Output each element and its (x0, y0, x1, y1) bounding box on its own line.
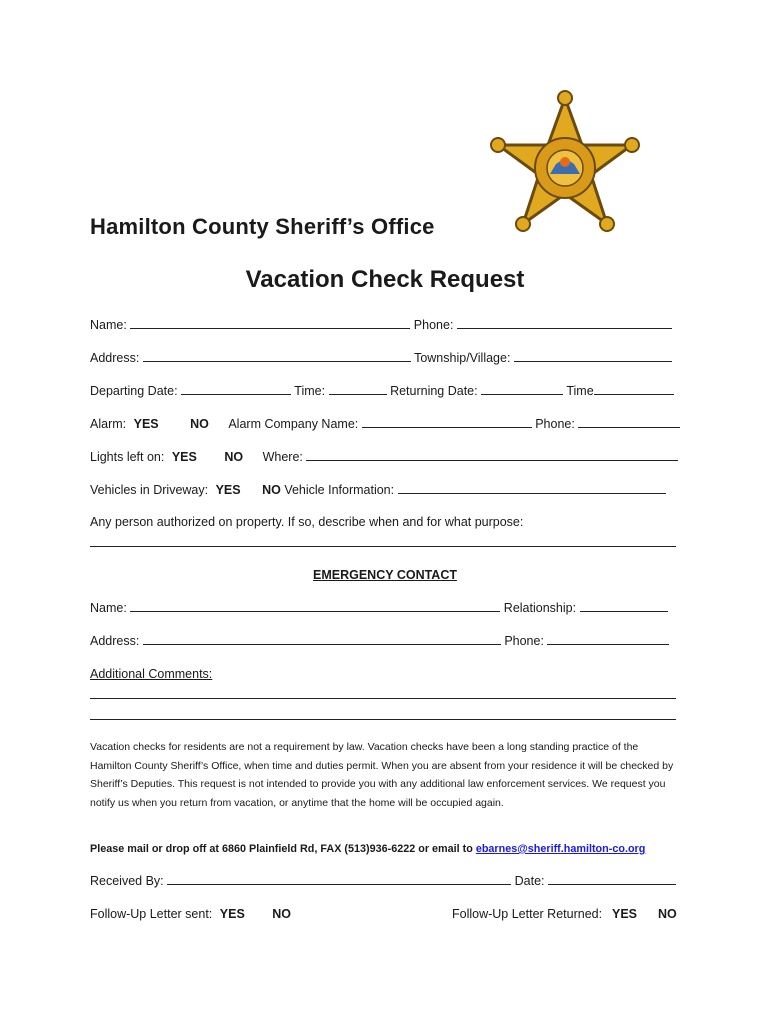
emergency-address-label: Address: (90, 634, 140, 648)
lights-no[interactable]: NO (224, 450, 244, 464)
phone-label: Phone: (413, 318, 454, 332)
time-label: Time: (294, 384, 326, 398)
alarm-row (90, 417, 680, 431)
vehicles-no[interactable]: NO (262, 483, 281, 497)
emergency-name-label: Name: (90, 601, 127, 615)
vehicle-info-field[interactable] (398, 483, 666, 494)
where-field[interactable] (306, 450, 678, 461)
received-label: Received By: (90, 874, 164, 888)
alarm-no[interactable]: NO (190, 417, 209, 431)
vehicles-yes[interactable]: YES (215, 483, 241, 497)
comments-label: Additional Comments: (90, 667, 213, 681)
emergency-address-row (90, 634, 680, 648)
followup-returned-label: Follow-Up Letter Returned: (452, 907, 603, 921)
address-field[interactable] (143, 351, 411, 362)
emergency-phone-field[interactable] (547, 634, 669, 645)
email-link[interactable]: ebarnes@sheriff.hamilton-co.org (475, 843, 646, 855)
authorized-question: Any person authorized on property. If so, describe when and for what purpose: (90, 515, 524, 529)
sheriff-star-badge-icon (490, 90, 640, 240)
emergency-name-field[interactable] (130, 601, 500, 612)
policy-paragraph: Vacation checks for residents are not a requirement by law. Vacation checks have been a long standing practice of the Hamilton County Sheriff’s Office, when time and duties permit. When you are absent from your residence it will be checked by Sheriff’s Deputies. This request is not intended to provide you with any additional law enforcement services. We request you notify us when you return from vacation, or anytime that the home will be occupied again. (90, 741, 674, 809)
lights-label: Lights left on: (90, 450, 165, 464)
alarm-phone-field[interactable] (578, 417, 680, 428)
vehicles-label: Vehicles in Driveway: (90, 483, 209, 497)
lights-yes[interactable]: YES (171, 450, 197, 464)
alarm-phone-label: Phone: (535, 417, 575, 431)
name-label: Name: (90, 318, 127, 332)
name-phone-row (90, 318, 680, 332)
alarm-company-field[interactable] (362, 417, 532, 428)
form-title: Vacation Check Request (245, 266, 525, 293)
followup-returned-no[interactable]: NO (658, 907, 677, 921)
departing-label: Departing Date: (90, 384, 178, 398)
emergency-heading: EMERGENCY CONTACT (313, 568, 457, 582)
returning-label: Returning Date: (390, 384, 478, 398)
date-label: Date: (514, 874, 545, 888)
name-field[interactable] (130, 318, 410, 329)
departing-time-field[interactable] (329, 384, 387, 395)
followup-sent-yes[interactable]: YES (219, 907, 245, 921)
dates-row (90, 384, 680, 398)
agency-name: Hamilton County Sheriff’s Office (90, 214, 435, 239)
vehicle-info-label: Vehicle Information: (284, 483, 395, 497)
phone-field[interactable] (457, 318, 672, 329)
followup-returned-yes[interactable]: YES (612, 907, 638, 921)
address-row (90, 351, 680, 365)
authorized-field[interactable] (90, 546, 676, 547)
address-label: Address: (90, 351, 140, 365)
comments-line-2[interactable] (90, 719, 676, 720)
where-label: Where: (262, 450, 303, 464)
alarm-label: Alarm: (90, 417, 127, 431)
time2-label: Time (566, 384, 594, 398)
mail-instructions (90, 843, 680, 855)
emergency-name-row (90, 601, 680, 615)
township-field[interactable] (514, 351, 672, 362)
lights-row (90, 450, 680, 464)
alarm-company-label: Alarm Company Name: (228, 417, 359, 431)
received-by-field[interactable] (167, 874, 511, 885)
township-label: Township/Village: (414, 351, 511, 365)
returning-date-field[interactable] (481, 384, 563, 395)
relationship-label: Relationship: (503, 601, 577, 615)
followup-sent-label: Follow-Up Letter sent: (90, 907, 213, 921)
comments-line-1[interactable] (90, 698, 676, 699)
vehicles-row (90, 483, 680, 497)
relationship-field[interactable] (580, 601, 668, 612)
emergency-address-field[interactable] (143, 634, 501, 645)
mail-text: Please mail or drop off at 6860 Plainfield Rd, FAX (513)936-6222 or email to (90, 843, 476, 855)
returning-time-field[interactable] (594, 384, 674, 395)
followup-sent-no[interactable]: NO (272, 907, 292, 921)
departing-date-field[interactable] (181, 384, 291, 395)
date-field[interactable] (548, 874, 676, 885)
followup-row (90, 907, 680, 921)
alarm-yes[interactable]: YES (133, 417, 159, 431)
received-row (90, 874, 680, 888)
emergency-phone-label: Phone: (504, 634, 544, 648)
